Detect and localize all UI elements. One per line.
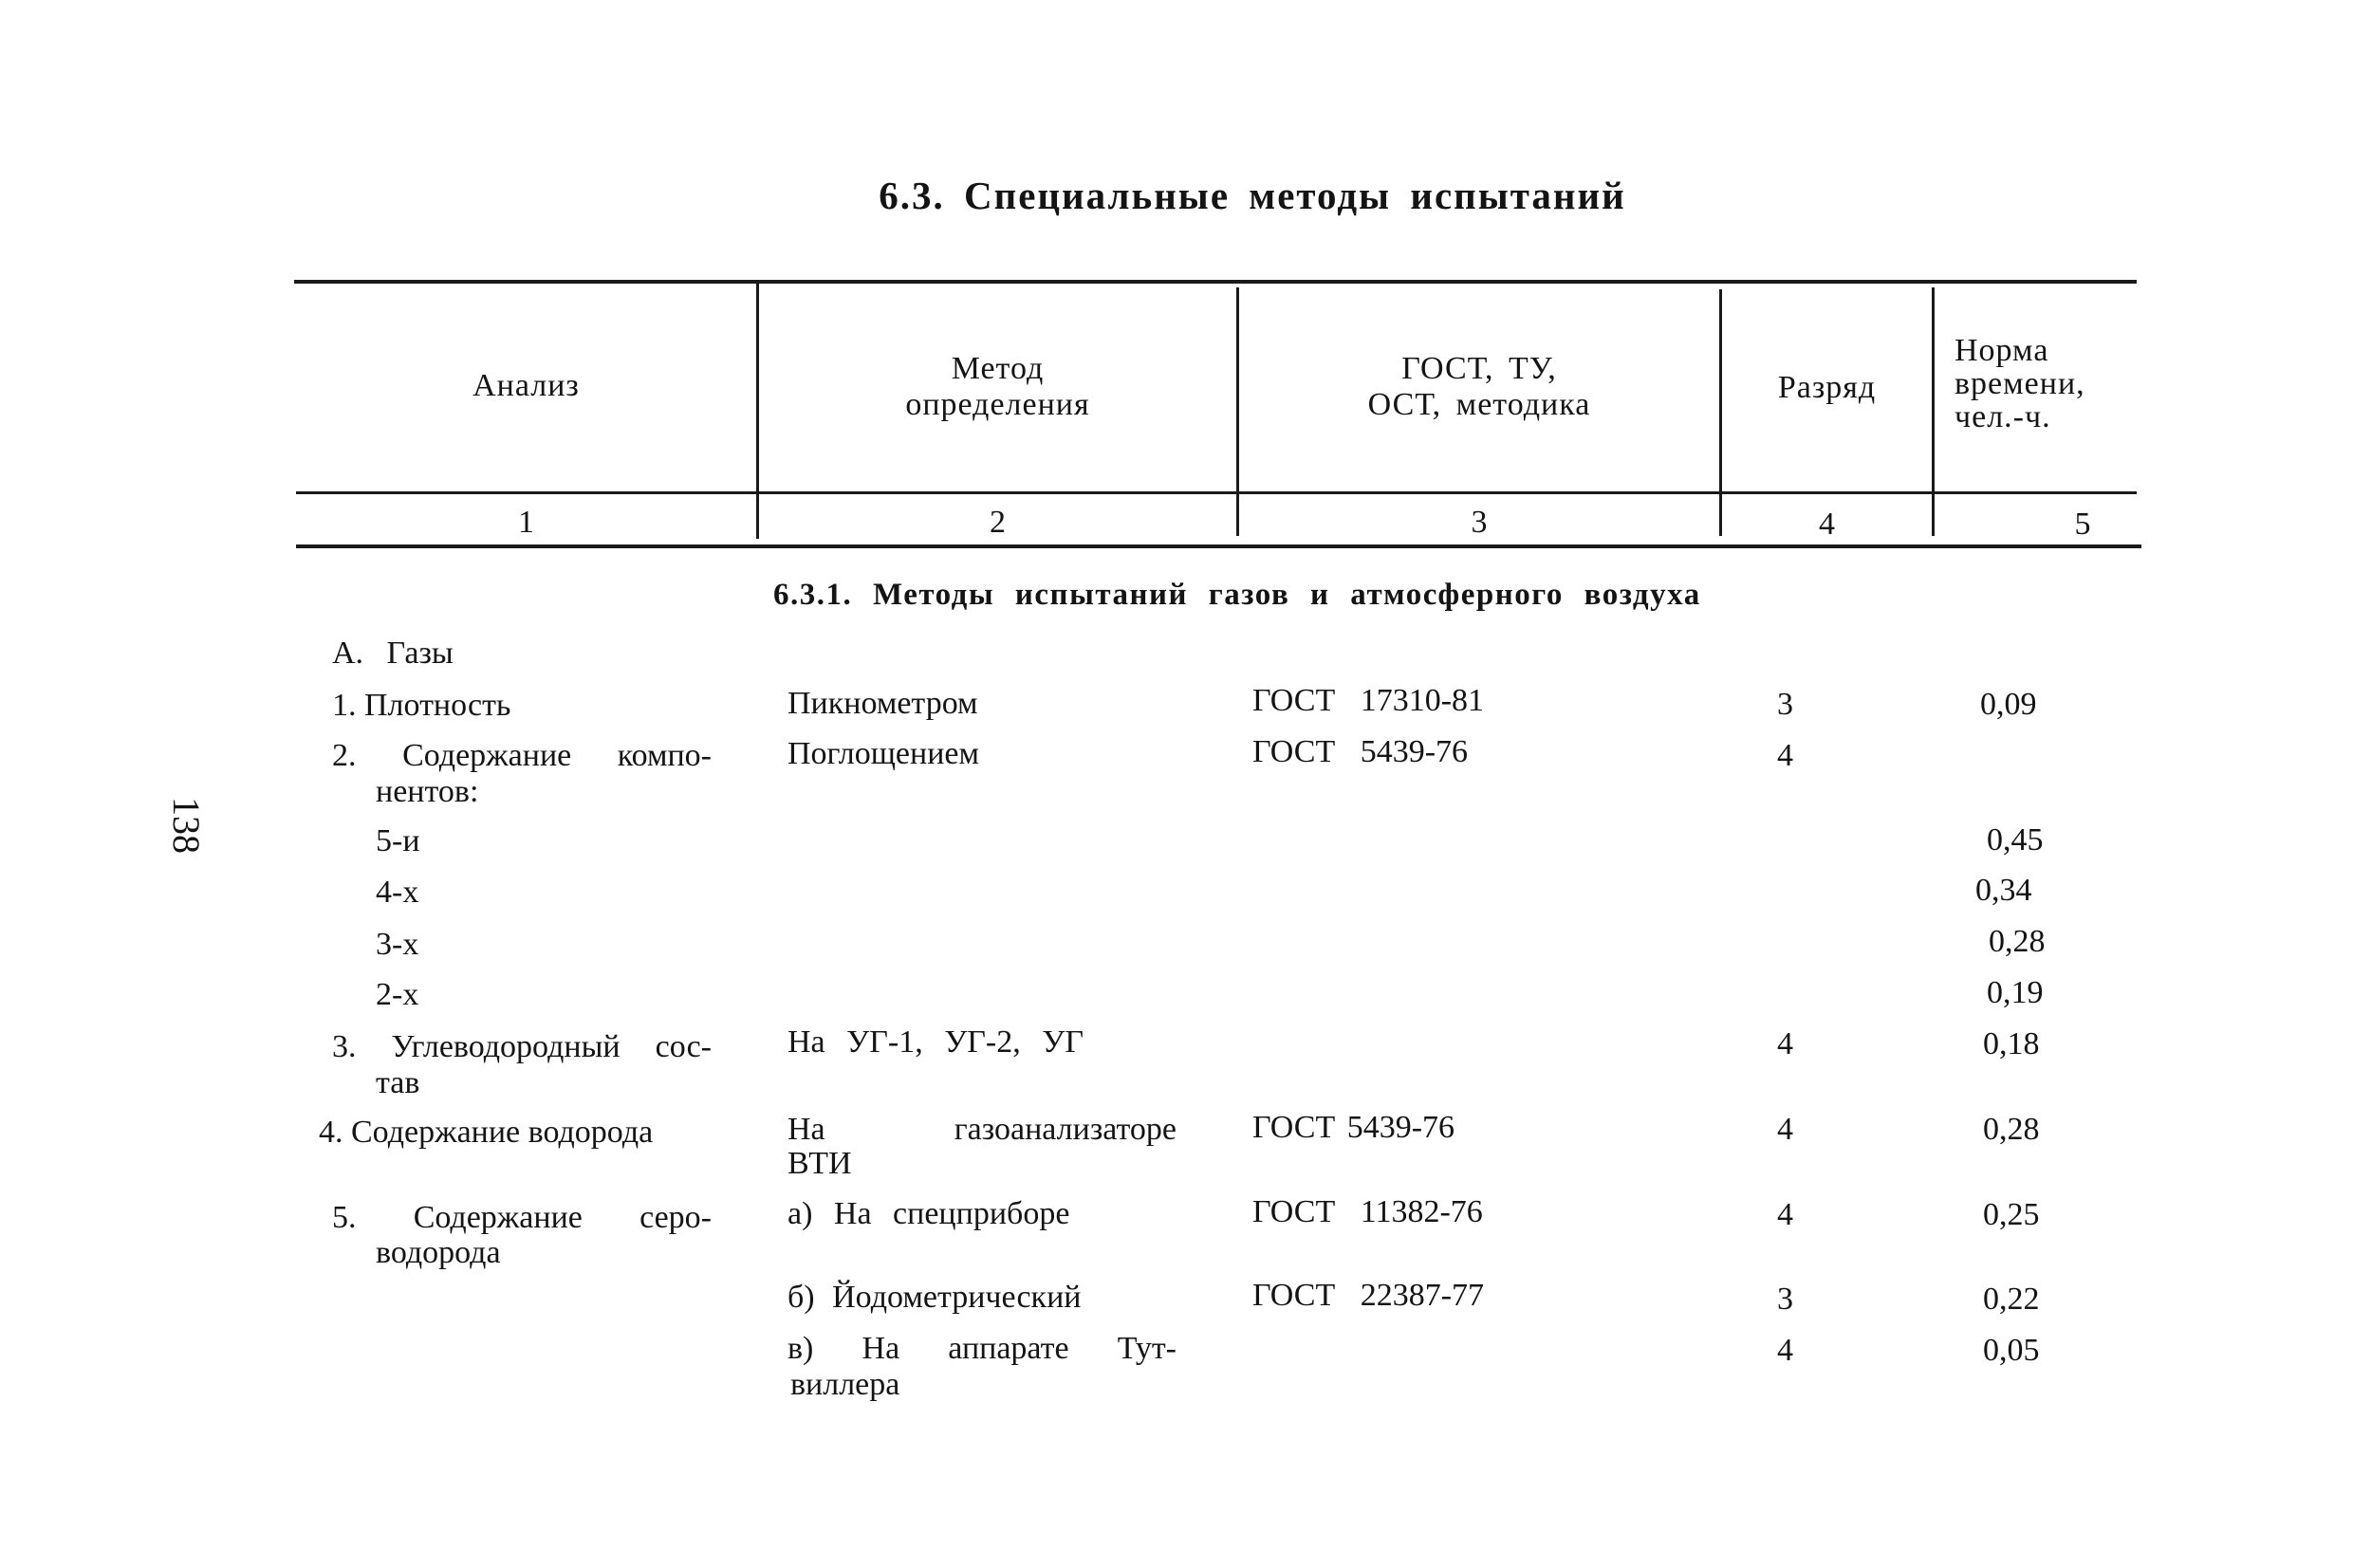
- row-10-norm: 0,22: [1983, 1282, 2040, 1317]
- row-6-norm: 0,19: [1987, 975, 2044, 1010]
- header-method: Метод определения: [905, 351, 1090, 422]
- row-9-method: а) На спецприборе: [787, 1196, 1070, 1231]
- header-mid-rule: [296, 491, 2137, 494]
- header-norm: Норма времени, чел.-ч.: [1955, 333, 2085, 434]
- row-1-gost: ГОСТ 17310-81: [1252, 683, 1485, 718]
- row-1-analysis: 1. Плотность: [332, 688, 511, 723]
- row-9-analysis-cont: водорода: [376, 1235, 501, 1270]
- row-1-norm: 0,09: [1980, 687, 2037, 722]
- column-number-3: 3: [1471, 505, 1488, 540]
- header-gost: ГОСТ, ТУ, ОСТ, методика: [1367, 351, 1591, 422]
- row-10-grade: 3: [1777, 1282, 1793, 1317]
- row-9-gost: ГОСТ 11382-76: [1252, 1194, 1483, 1229]
- row-2-analysis: 2. Содержание компо-: [332, 738, 712, 773]
- row-8-grade: 4: [1777, 1112, 1793, 1147]
- table-top-rule: [294, 280, 2137, 284]
- row-8-analysis: 4. Содержание водорода: [319, 1115, 654, 1150]
- row-1-grade: 3: [1777, 687, 1793, 722]
- row-2-grade: 4: [1777, 738, 1793, 773]
- row-11-grade: 4: [1777, 1333, 1793, 1368]
- header-grade: Разряд: [1777, 370, 1877, 405]
- row-1-method: Пикнометром: [787, 686, 978, 721]
- row-7-analysis-cont: тав: [376, 1065, 420, 1100]
- row-5-analysis: 3-х: [376, 927, 419, 962]
- row-4-norm: 0,34: [1975, 873, 2032, 908]
- row-4-analysis: 4-х: [376, 875, 419, 910]
- row-11-norm: 0,05: [1983, 1333, 2040, 1368]
- row-5-norm: 0,28: [1989, 924, 2046, 959]
- column-number-4: 4: [1819, 507, 1835, 542]
- page-title: 6.3. Специальные методы испытаний: [879, 174, 1626, 217]
- column-divider-4: [1932, 287, 1935, 536]
- row-2-gost: ГОСТ 5439-76: [1252, 734, 1469, 769]
- row-8-method: На газоанализаторе: [787, 1112, 1176, 1147]
- row-7-norm: 0,18: [1983, 1026, 2040, 1061]
- row-8-norm: 0,28: [1983, 1112, 2040, 1147]
- page-number: 138: [165, 797, 208, 854]
- row-8-gost: ГОСТ 5439-76: [1252, 1110, 1455, 1145]
- group-label: А. Газы: [332, 636, 454, 671]
- row-3-norm: 0,45: [1987, 822, 2044, 858]
- column-number-5: 5: [2074, 507, 2091, 542]
- row-2-method: Поглощением: [787, 736, 980, 771]
- row-9-analysis: 5. Содержание серо-: [332, 1200, 712, 1235]
- row-11-method: в) На аппарате Тут-: [787, 1331, 1176, 1366]
- row-11-method-cont: виллера: [790, 1367, 900, 1402]
- row-3-analysis: 5-и: [376, 823, 420, 858]
- row-6-analysis: 2-х: [376, 977, 419, 1012]
- row-8-method-cont: ВТИ: [787, 1146, 852, 1181]
- row-7-grade: 4: [1777, 1026, 1793, 1061]
- subsection-title: 6.3.1. Методы испытаний газов и атмосферного воздуха: [773, 578, 1701, 612]
- row-7-analysis: 3. Углеводородный сос-: [332, 1029, 712, 1064]
- header-bottom-rule: [296, 544, 2141, 548]
- row-7-method: На УГ-1, УГ-2, УГ: [787, 1024, 1084, 1060]
- row-9-norm: 0,25: [1983, 1197, 2040, 1232]
- row-10-gost: ГОСТ 22387-77: [1252, 1278, 1485, 1313]
- column-number-2: 2: [990, 505, 1006, 540]
- row-2-analysis-cont: нентов:: [376, 774, 479, 809]
- header-analysis: Анализ: [472, 368, 580, 403]
- column-number-1: 1: [518, 505, 534, 540]
- row-9-grade: 4: [1777, 1197, 1793, 1232]
- row-10-method: б) Йодометрический: [787, 1280, 1082, 1315]
- column-divider-3: [1719, 289, 1722, 536]
